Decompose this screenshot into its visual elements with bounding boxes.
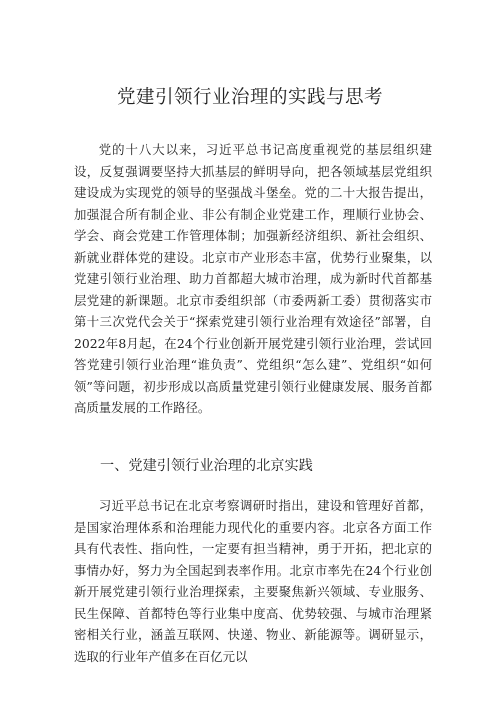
intro-paragraph: 党的十八大以来，习近平总书记高度重视党的基层组织建设，反复强调要坚持大抓基层的鲜明导向，把各领域基层党组织建设成为实现党的领导的坚强战斗堡垒。党的二十大报告提出，加强混合所有制企业、非公有制企业党建工作，理顺行业协会、学会、商会党建工作管理体制；加强新经济组织、新社会组织、新就业群体党的建设。北京市产业形态丰富，优势行业聚集，以党建引领行业治理、助力首都超大城市治理，成为新时代首都基层党建的新课题。北京市委组织部（市委两新工委）贯彻落实市第十三次党代会关于“探索党建引领行业治理有效途径”部署，自2022年8月起，在24个行业创新开展党建引领行业治理，尝试回答党建引领行业治理“谁负责”、党组织“怎么建”、党组织“如何领”等问题，初步形成以高质量党建引领行业健康发展、服务首都高质量发展的工作路径。 <box>74 142 432 415</box>
section-heading: 一、党建引领行业治理的北京实践 <box>100 458 313 474</box>
section-paragraph: 习近平总书记在北京考察调研时指出，建设和管理好首都，是国家治理体系和治理能力现代化的重要内容。北京各方面工作具有代表性、指向性，一定要有担当精神，勇于开拓，把北京的事情办好，努力为全国起到表率作用。北京市率先在24个行业创新开展党建引领行业治理探索，主要聚焦新兴领域、专业服务、民生保障、首都特色等行业集中度高、优势较强、与城市治理紧密相关行业，涵盖互联网、快递、物业、新能源等。调研显示，选取的行业年产值多在百亿元以 <box>74 498 432 664</box>
document-title: 党建引领行业治理的实践与思考 <box>116 87 383 108</box>
